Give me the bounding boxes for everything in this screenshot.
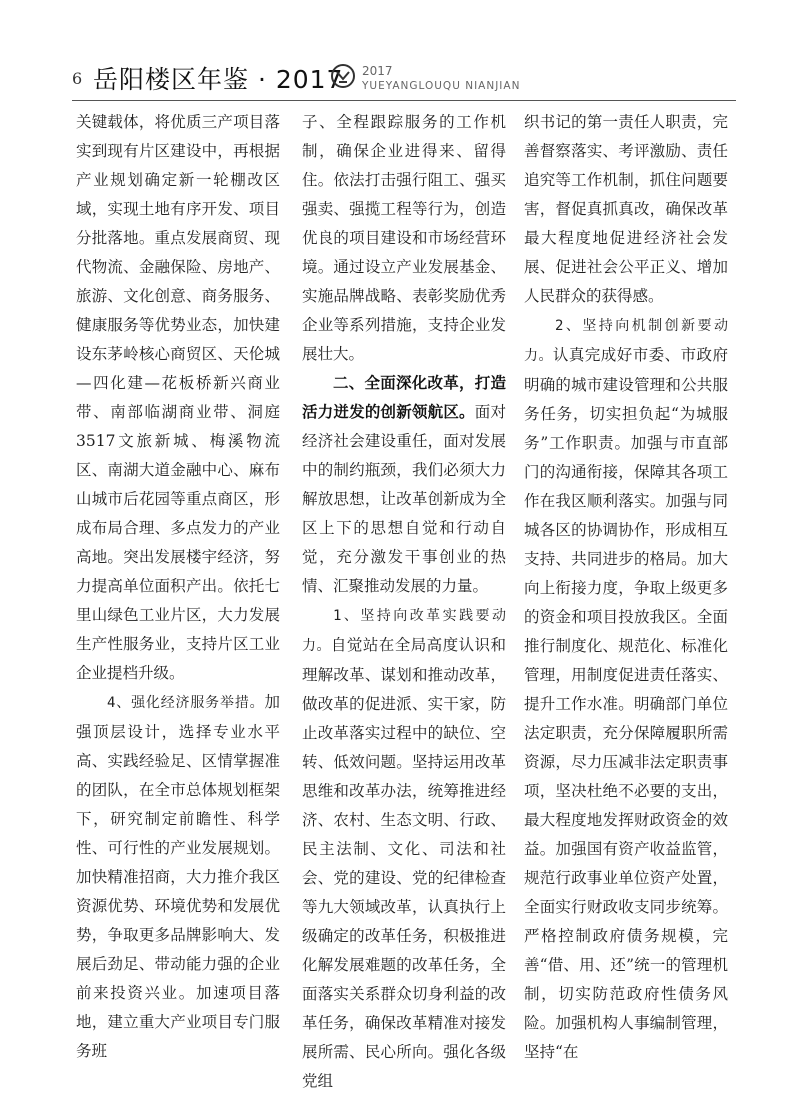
- text-column-3: [524, 108, 728, 1067]
- paragraph: 子、全程跟踪服务的工作机制，确保企业进得来、留得住。依法打击强行阻工、强买强卖、强揽工程等行为，创造优良的项目建设和市场经营环境。通过设立产业发展基金、实施品牌战略、表彰奖励优秀企业等系列措施，支持企业发展壮大。: [302, 113, 506, 363]
- paragraph: [302, 369, 506, 601]
- article-body: [76, 108, 736, 1090]
- yearbook-title: 岳阳楼区年鉴 · 2017: [93, 65, 344, 94]
- paragraph: 织书记的第一责任人职责，完善督察落实、考评激励、责任追究等工作机制，抓住问题要害，督促真抓真改，确保改革最大程度地促进经济社会发展、促进社会公平正义、增加人民群众的获得感。: [524, 113, 728, 305]
- yearbook-logo-icon: [330, 63, 356, 89]
- text-column-2: [302, 108, 506, 1096]
- paragraph: 关键载体，将优质三产项目落实到现有片区建设中，再根据产业规划确定新一轮棚改区域，实现土地有序开发、项目分批落地。重点发展商贸、现代物流、金融保险、房地产、旅游、文化创意、商务服务、健康服务等优势业态，加快建设东茅岭核心商贸区、天伦城—四化建—花板桥新兴商业带、南部临湖商业带、洞庭3517文旅新城、梅溪物流区、南湖大道金融中心、麻布山城市后花园等重点商区，形成布局合理、多点发力的产业高地。突出发展楼宇经济，努力提高单位面积产出。依托七里山绿色工业片区，大力发展生产性服务业，支持片区工业企业提档升级。: [76, 113, 280, 682]
- paragraph: [302, 601, 506, 1096]
- paragraph-text: 面对经济社会建设重任，面对发展中的制约瓶颈，我们必须大力解放思想，让改革创新成为全区上下的思想自觉和行动自觉，充分激发干事创业的热情、汇聚推动发展的力量。: [302, 403, 506, 595]
- text-column-1: [76, 108, 280, 1066]
- page-number: 6: [72, 69, 83, 88]
- header-pinyin: YUEYANGLOUQU NIANJIAN: [362, 80, 521, 92]
- page-header: [0, 0, 793, 106]
- header-year: 2017: [362, 64, 393, 78]
- paragraph-text: 认真完成好市委、市政府明确的城市建设管理和公共服务任务，切实担负起“为城服务”工作职责。加强与市直部门的沟通衔接，保障其各项工作在我区顺利落实。加强与同城各区的协调协作，形成相互支持、共同进步的格局。加大向上衔接力度，争取上级更多的资金和项目投放我区。全面推行制度化、规范化、标准化管理，用制度促进责任落实、提升工作水准。明确部门单位法定职责，充分保障履职所需资源，尽力压减非法定职责事项，坚决杜绝不必要的支出，最大程度地发挥财政资金的效益。加强国有资产收益监管，规范行政事业单位资产处置，全面实行财政收支同步统筹。严格控制政府债务规模，完善“借、用、还”统一的管理机制，切实防范政府性债务风险。加强机构人事编制管理，坚持“在: [524, 346, 728, 1061]
- paragraph-text: 自觉站在全局高度认识和理解改革、谋划和推动改革，做改革的促进派、实干家，防止改革落实过程中的缺位、空转、低效问题。坚持运用改革思维和改革办法，统筹推进经济、农村、生态文明、行政、民主法制、文化、司法和社会、党的建设、党的纪律检查等九大领域改革，认真执行上级确定的改革任务，积极推进化解发展难题的改革任务，全面落实关系群众切身利益的改革任务，确保改革精准对接发展所需、民心所向。强化各级党组: [302, 636, 506, 1090]
- subsection-heading: 4、强化经济服务举措。: [107, 695, 265, 711]
- paragraph-text: 加强顶层设计，选择专业水平高、实践经验足、区情掌握准的团队，在全市总体规划框架下，研究制定前瞻性、科学性、可行性的产业发展规划。加快精准招商，大力推介我区资源优势、环境优势和发展优势，争取更多品牌影响大、发展后劲足、带动能力强的企业前来投资兴业。加速项目落地，建立重大产业项目专门服务班: [76, 693, 280, 1060]
- paragraph: [76, 688, 280, 1066]
- header-divider: [72, 100, 736, 101]
- subsection-heading: 1、坚持向改革实践要动力。: [302, 608, 506, 654]
- subsection-heading: 2、坚持向机制创新要动力。: [524, 318, 728, 364]
- paragraph: [524, 311, 728, 1067]
- section-heading: 二、全面深化改革，打造活力迸发的创新领航区。: [302, 374, 506, 421]
